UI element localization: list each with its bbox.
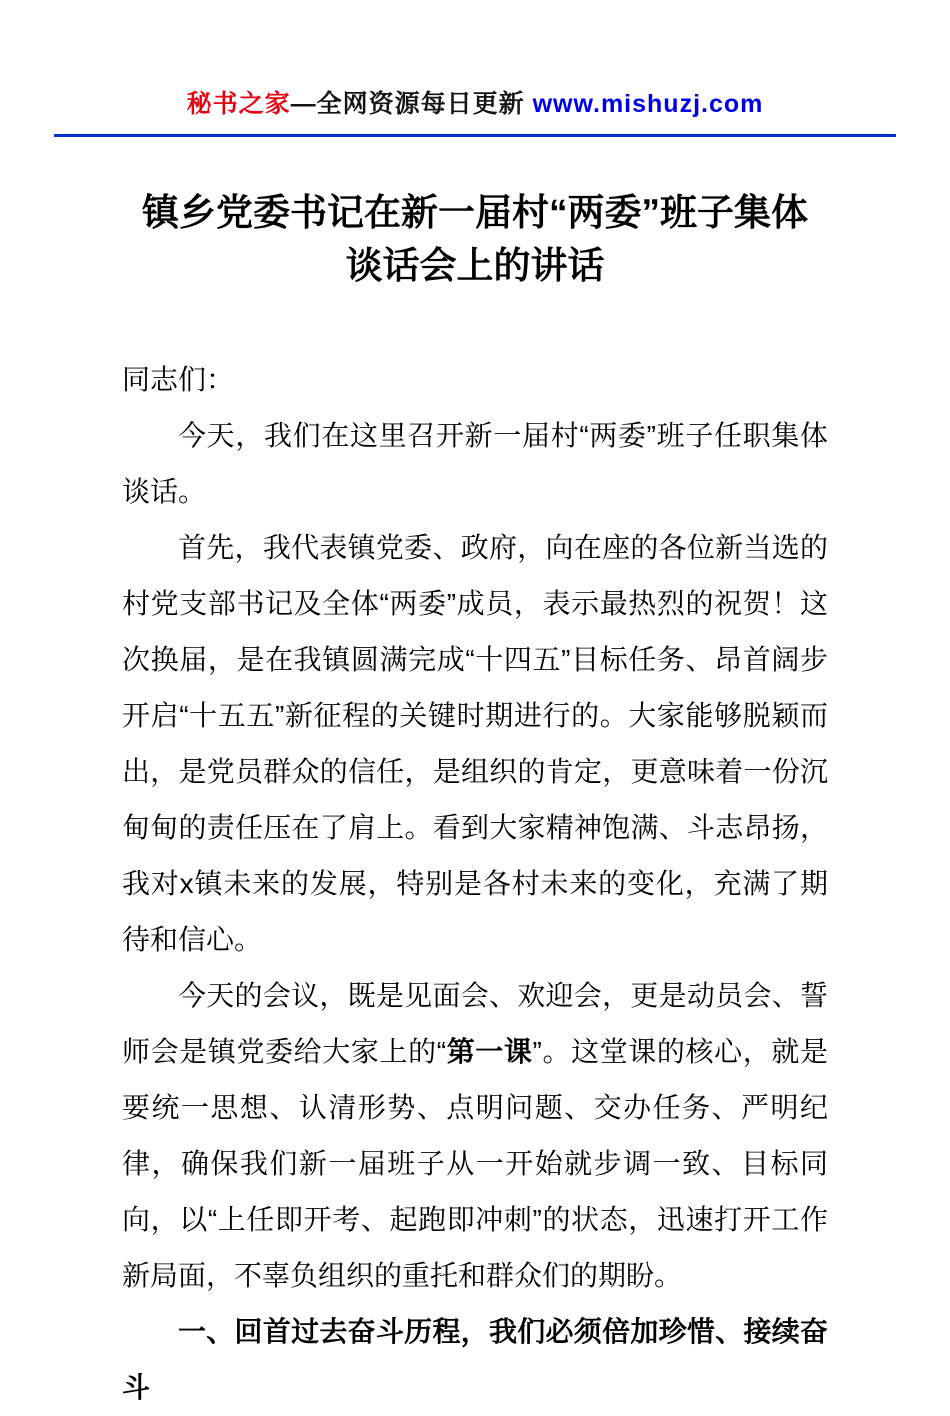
paragraph-2: 首先，我代表镇党委、政府，向在座的各位新当选的村党支部书记及全体“两委”成员，表示最热烈的祝贺！这次换届，是在我镇圆满完成“十四五”目标任务、昂首阔步开启“十五五”新征程的关键时期进行的。大家能够脱颖而出，是党员群众的信任，是组织的肯定，更意味着一份沉甸甸的责任压在了肩上。看到大家精神饱满、斗志昂扬，我对x镇未来的发展，特别是各村未来的变化，充满了期待和信心。 [122,532,828,956]
site-url-link[interactable]: www.mishuzj.com [532,90,764,118]
paragraph-1: 今天，我们在这里召开新一届村“两委”班子任职集体谈话。 [122,420,828,508]
site-brand: 秘书之家 [186,90,291,118]
document-body [122,352,828,1416]
paragraph-3-post: ”。这堂课的核心，就是要统一思想、认清形势、点明问题、交办任务、严明纪律，确保我们新一届班子从一开始就步调一致、目标同向，以“上任即开考、起跑即冲刺”的状态，迅速打开工作新局面，不辜负组织的重托和群众们的期盼。 [122,1036,828,1292]
document-title [100,187,850,292]
paragraph-3-pre: 今天的会议，既是见面会、欢迎会，更是动员会、誓师会是镇党委给大家上的“ [122,980,828,1068]
paragraph-3-bold-phrase: 第一课 [446,1036,533,1068]
site-tagline: —全网资源每日更新 [290,90,533,118]
title-line-1: 镇乡党委书记在新一届村“两委”班子集体 [142,192,808,233]
salutation: 同志们： [122,364,235,396]
section-heading: 一、回首过去奋斗历程，我们必须倍加珍惜、接续奋斗 [122,1316,828,1404]
title-line-2: 谈话会上的讲话 [345,244,605,286]
site-header [0,84,950,120]
paragraph-3 [122,968,828,1304]
header-divider [54,134,896,137]
